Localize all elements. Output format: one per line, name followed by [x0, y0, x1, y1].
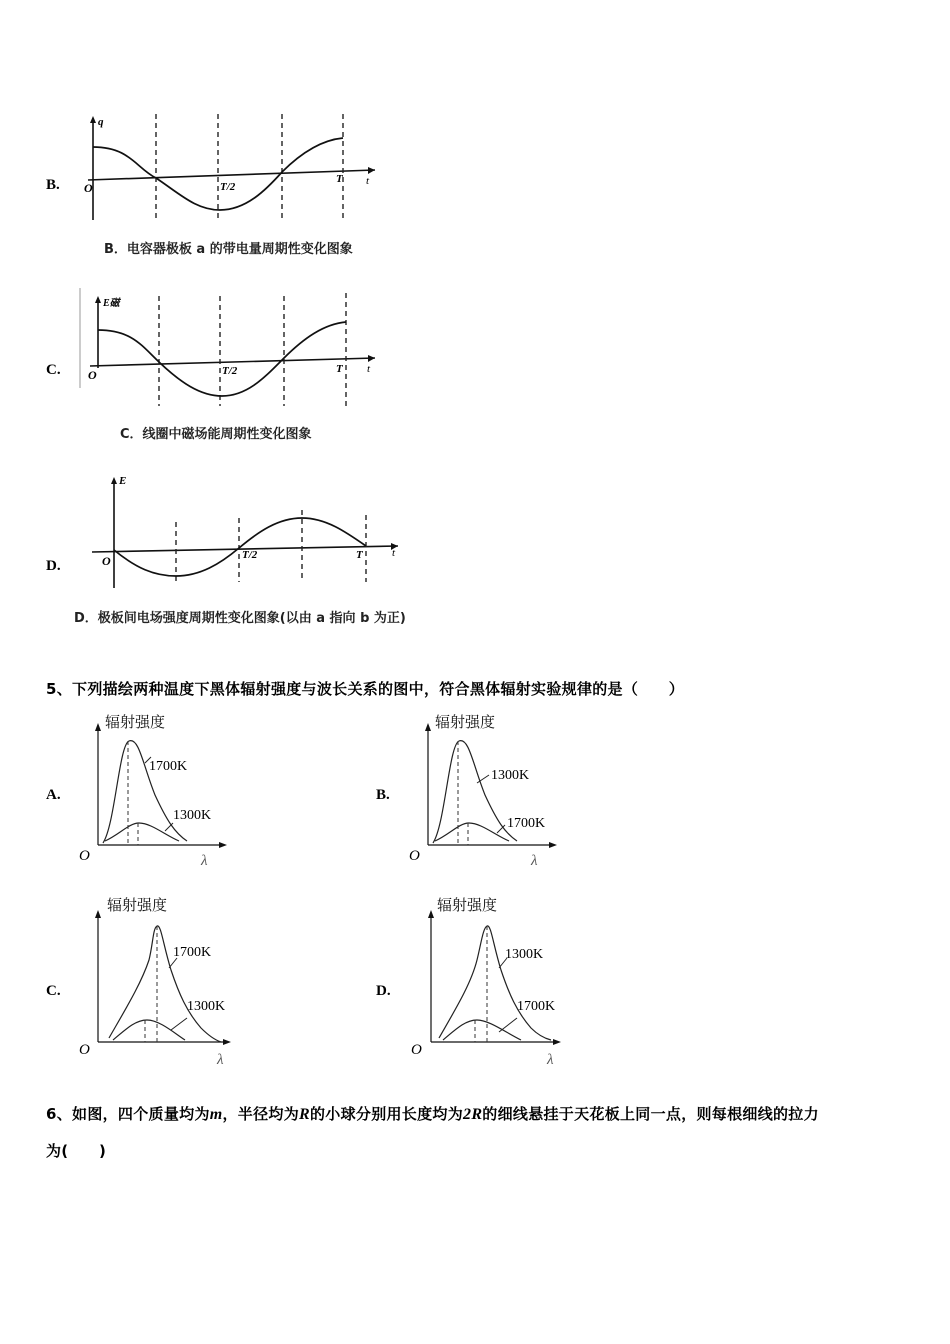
low-curve [113, 1020, 185, 1040]
option-b-label: B. [46, 177, 60, 193]
high-curve [109, 926, 221, 1042]
period-label: T [336, 363, 343, 375]
magnetic-energy-graph [70, 288, 390, 448]
y-axis-label: 辐射强度 [107, 896, 168, 914]
period-label: T [336, 173, 343, 185]
x-axis-label: λ [217, 1052, 224, 1068]
energy-curve [98, 322, 346, 396]
x-axis-label: λ [531, 853, 538, 869]
period-label: T [356, 549, 363, 561]
low-curve [105, 823, 179, 841]
graph-caption: B．电容器极板 a 的带电量周期性变化图象 [104, 242, 353, 257]
x-axis-label: t [366, 175, 370, 187]
charge-graph [70, 110, 390, 260]
low-curve [443, 1020, 521, 1040]
x-axis [88, 170, 375, 180]
high-curve-label: 1700K [173, 945, 212, 960]
question-6-line2: 为( ) [46, 1142, 107, 1160]
x-axis-label: λ [201, 853, 208, 869]
half-period-label: T/2 [242, 549, 258, 561]
y-axis-label: 辐射强度 [435, 713, 496, 731]
q5-graph-b [405, 705, 585, 870]
electric-field-graph [70, 470, 410, 630]
x-axis-label: t [392, 547, 396, 559]
origin-label: O [84, 181, 93, 195]
graph-caption: C．线圈中磁场能周期性变化图象 [120, 427, 312, 442]
option-d-label: D. [46, 558, 61, 574]
q5-option-d-label: D. [376, 983, 391, 999]
y-axis-label: q [98, 116, 104, 128]
low-curve-label: 1700K [517, 999, 556, 1014]
high-curve-label: 1700K [149, 759, 188, 774]
q6-length-symbol: 2R [463, 1106, 483, 1123]
q5-graph-c [75, 890, 255, 1070]
half-period-label: T/2 [220, 181, 236, 193]
option-c-label: C. [46, 362, 61, 378]
q5-graph-d [405, 890, 585, 1070]
q6-suffix: 的细线悬挂于天花板上同一点，则每根细线的拉力 [482, 1105, 819, 1123]
x-axis-label: λ [547, 1052, 554, 1068]
y-axis-label: 辐射强度 [105, 713, 166, 731]
q5-option-a-label: A. [46, 787, 61, 803]
origin-label: O [411, 1042, 422, 1058]
graph-caption: D．极板间电场强度周期性变化图象(以由 a 指向 b 为正) [74, 611, 406, 626]
high-curve [433, 741, 517, 843]
q6-prefix: 6、如图，四个质量均为 [46, 1105, 210, 1123]
origin-label: O [79, 1042, 90, 1058]
q5-graph-a [75, 705, 255, 870]
origin-label: O [409, 848, 420, 864]
high-curve-label: 1300K [505, 947, 544, 962]
q6-mid2: 的小球分别用长度均为 [310, 1105, 464, 1123]
origin-label: O [102, 554, 111, 568]
origin-label: O [88, 368, 97, 382]
question-6-text [46, 1103, 819, 1124]
q6-mass-symbol: m [209, 1106, 223, 1123]
low-curve-label: 1700K [507, 816, 546, 831]
y-axis-label: 辐射强度 [437, 896, 498, 914]
y-axis-label: E [119, 475, 127, 487]
low-curve-label: 1300K [187, 999, 226, 1014]
y-axis-label: E磁 [103, 298, 120, 309]
q5-option-b-label: B. [376, 787, 390, 803]
q6-radius-symbol: R [299, 1106, 310, 1123]
q6-mid1: ，半径均为 [222, 1105, 300, 1123]
high-curve-label: 1300K [491, 768, 530, 783]
low-curve-label: 1300K [173, 808, 212, 823]
q5-option-c-label: C. [46, 983, 61, 999]
half-period-label: T/2 [222, 365, 238, 377]
origin-label: O [79, 848, 90, 864]
high-curve [103, 741, 187, 843]
question-5-text: 5、下列描绘两种温度下黑体辐射强度与波长关系的图中，符合黑体辐射实验规律的是（ ） [46, 680, 685, 698]
high-curve [439, 926, 551, 1040]
x-axis-label: t [367, 363, 371, 375]
